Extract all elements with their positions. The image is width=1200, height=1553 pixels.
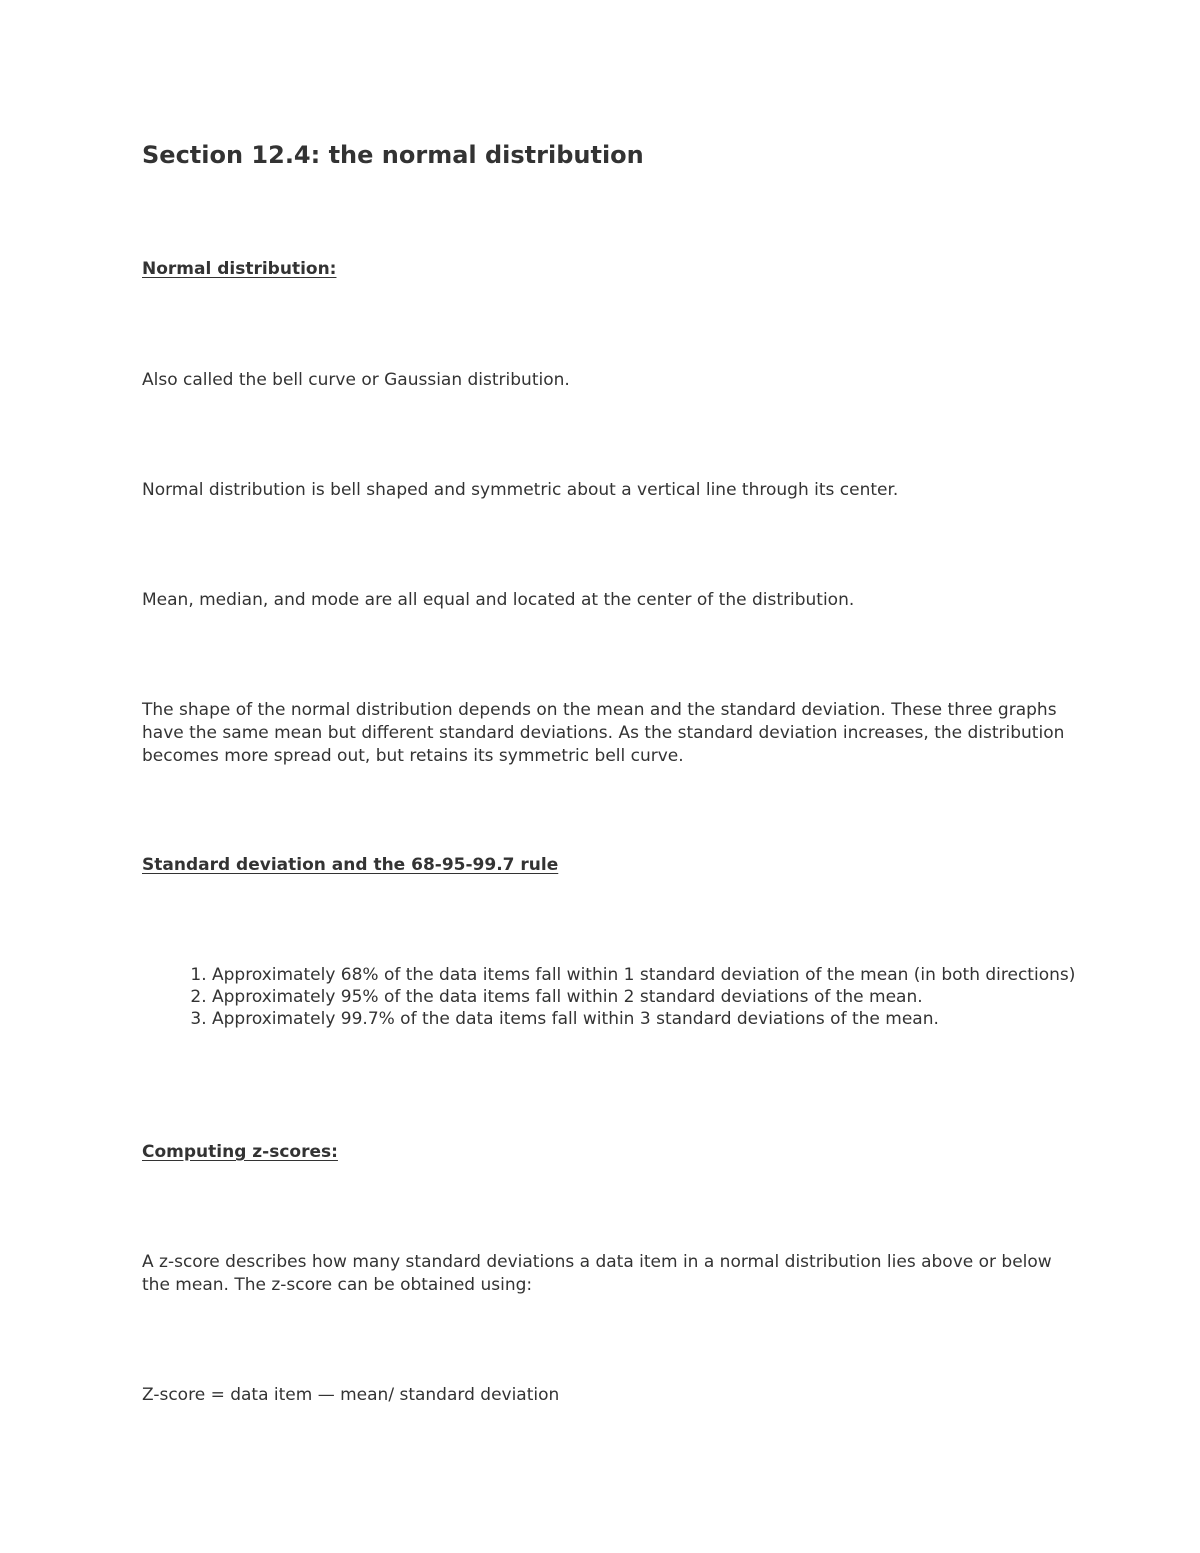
page-title: Section 12.4: the normal distribution [142, 141, 644, 169]
paragraph-symmetric: Normal distribution is bell shaped and symmetric about a vertical line through its center. [142, 480, 899, 500]
paragraph-mean-median-mode: Mean, median, and mode are all equal and located at the center of the distribution. [142, 590, 855, 610]
z-score-formula: Z-score = data item — mean/ standard deviation [142, 1385, 560, 1405]
empirical-rule-list [142, 964, 1112, 1030]
heading-empirical-rule: Standard deviation and the 68-95-99.7 rule [142, 855, 559, 875]
paragraph-bell-curve: Also called the bell curve or Gaussian distribution. [142, 370, 570, 390]
list-item: 1. Approximately 68% of the data items fall within 1 standard deviation of the mean (in both directions) [212, 964, 1112, 986]
heading-normal-distribution: Normal distribution: [142, 259, 337, 279]
list-item: 2. Approximately 95% of the data items fall within 2 standard deviations of the mean. [212, 986, 1112, 1008]
heading-computing-z-scores: Computing z-scores: [142, 1142, 338, 1162]
paragraph-z-score-definition: A z-score describes how many standard deviations a data item in a normal distribution lies above or below the mean. The z-score can be obtained using: [142, 1252, 1052, 1295]
list-item: 3. Approximately 99.7% of the data items fall within 3 standard deviations of the mean. [212, 1008, 1112, 1030]
paragraph-shape: The shape of the normal distribution depends on the mean and the standard deviation. These three graphs have the same mean but different standard deviations. As the standard deviation increases, the distribution becomes more spread out, but retains its symmetric bell curve. [142, 700, 1065, 766]
